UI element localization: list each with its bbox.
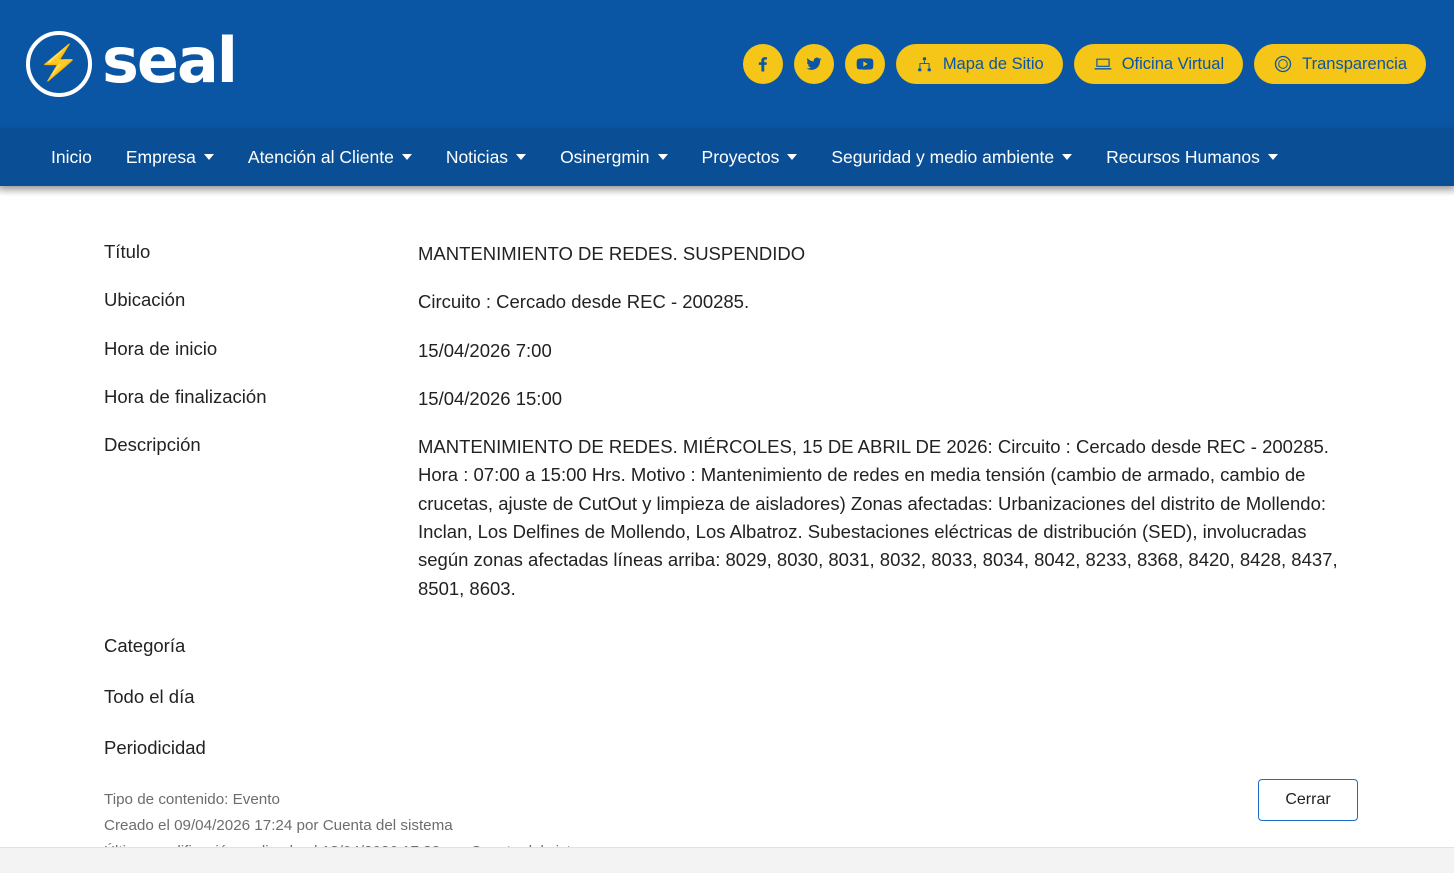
chevron-down-icon <box>1268 154 1278 160</box>
nav-label: Recursos Humanos <box>1106 146 1260 167</box>
field-row-periodicidad <box>0 736 1454 761</box>
bolt-glyph: ⚡ <box>37 44 81 82</box>
facebook-icon[interactable] <box>743 44 783 84</box>
field-label: Categoría <box>104 634 186 656</box>
site-header <box>0 0 1454 128</box>
content-type-text: Tipo de contenido: Evento <box>104 790 280 808</box>
created-text: Creado el 09/04/2026 17:24 por Cuenta del sistema <box>104 817 453 835</box>
field-row-descripcion <box>0 433 1454 603</box>
header-actions <box>743 44 1426 84</box>
field-value-ubicacion: Circuito : Cercado desde REC - 200285. <box>418 291 750 313</box>
nav-item-empresa[interactable] <box>109 128 231 186</box>
nav-item-osinergmin[interactable] <box>543 128 684 186</box>
nav-item-noticias[interactable] <box>429 128 543 186</box>
field-label: Hora de finalización <box>104 385 267 407</box>
field-label: Título <box>104 241 151 262</box>
transparency-label: Transparencia <box>1302 54 1407 73</box>
chevron-down-icon <box>516 154 526 160</box>
field-value-descripcion: MANTENIMIENTO DE REDES. MIÉRCOLES, 15 DE ABRIL DE 2026: Circuito : Cercado desde REC - 200285. Hora : 07:00 a 15:00 Hrs. Motivo : Mantenimiento de redes en media tensión (cambio de armado, cambio de crucetas, ajuste de CutOut y limpieza de aisladores) Zonas afectadas: Urbanizaciones del distrito de Mollendo: Inclan, Los Delfines de Mollendo, Los Albatroz. Subestaciones eléctricas de distribución (SED), involucradas según zonas afectadas líneas arriba: 8029, 8030, 8031, 8032, 8033, 8034, 8042, 8233, 8368, 8420, 8428, 8437, 8501, 8603. <box>418 436 1338 599</box>
nav-item-seguridad-y-medio-ambiente[interactable] <box>814 128 1089 186</box>
nav-item-inicio[interactable] <box>34 128 109 186</box>
sitemap-link[interactable] <box>896 44 1063 84</box>
field-row-ubicacion <box>0 288 1454 316</box>
nav-label: Noticias <box>445 146 509 167</box>
field-label: Periodicidad <box>104 736 206 758</box>
lightning-bolt-icon <box>26 31 92 97</box>
field-value-hora-finalizacion: 15/04/2026 15:00 <box>418 387 563 409</box>
nav-label: Proyectos <box>701 146 780 167</box>
bottom-bar <box>0 847 1454 873</box>
field-label: Todo el día <box>104 685 195 707</box>
field-label: Hora de inicio <box>104 337 218 359</box>
field-row-todo-el-dia <box>0 685 1454 710</box>
field-row-categoria <box>0 634 1454 659</box>
seal-badge-icon <box>1273 54 1293 74</box>
chevron-down-icon <box>1062 154 1072 160</box>
virtual-office-label: Oficina Virtual <box>1121 54 1225 73</box>
field-value-titulo: MANTENIMIENTO DE REDES. SUSPENDIDO <box>418 243 806 264</box>
chevron-down-icon <box>204 154 214 160</box>
nav-label: Empresa <box>125 146 196 167</box>
site-logo[interactable] <box>26 24 237 98</box>
nav-label: Osinergmin <box>560 146 650 167</box>
main-navigation <box>0 128 1454 186</box>
nav-label: Seguridad y medio ambiente <box>831 146 1055 167</box>
sitemap-icon <box>915 55 934 74</box>
twitter-icon[interactable] <box>794 44 834 84</box>
nav-item-proyectos[interactable] <box>685 128 815 186</box>
field-row-hora-finalizacion <box>0 385 1454 413</box>
field-value-hora-inicio: 15/04/2026 7:00 <box>418 339 552 361</box>
nav-label: Atención al Cliente <box>247 146 394 167</box>
nav-item-recursos-humanos[interactable] <box>1089 128 1295 186</box>
laptop-icon <box>1093 54 1113 74</box>
chevron-down-icon <box>787 154 797 160</box>
field-label: Descripción <box>104 434 201 456</box>
header-shadow <box>0 186 1454 196</box>
nav-label: Inicio <box>51 146 92 167</box>
close-button[interactable]: Cerrar <box>1258 779 1358 821</box>
field-row-hora-inicio <box>0 337 1454 365</box>
chevron-down-icon <box>658 154 668 160</box>
brand-wordmark: seal <box>102 24 237 97</box>
transparency-link[interactable] <box>1254 44 1426 84</box>
field-row-titulo <box>0 240 1454 268</box>
sitemap-label: Mapa de Sitio <box>942 54 1044 73</box>
event-detail-page <box>0 186 1454 873</box>
youtube-icon[interactable] <box>845 44 885 84</box>
chevron-down-icon <box>402 154 412 160</box>
event-detail-form <box>0 196 1454 865</box>
nav-item-atencion-al-cliente[interactable] <box>231 128 429 186</box>
virtual-office-link[interactable] <box>1074 44 1243 84</box>
field-label: Ubicación <box>104 289 186 311</box>
